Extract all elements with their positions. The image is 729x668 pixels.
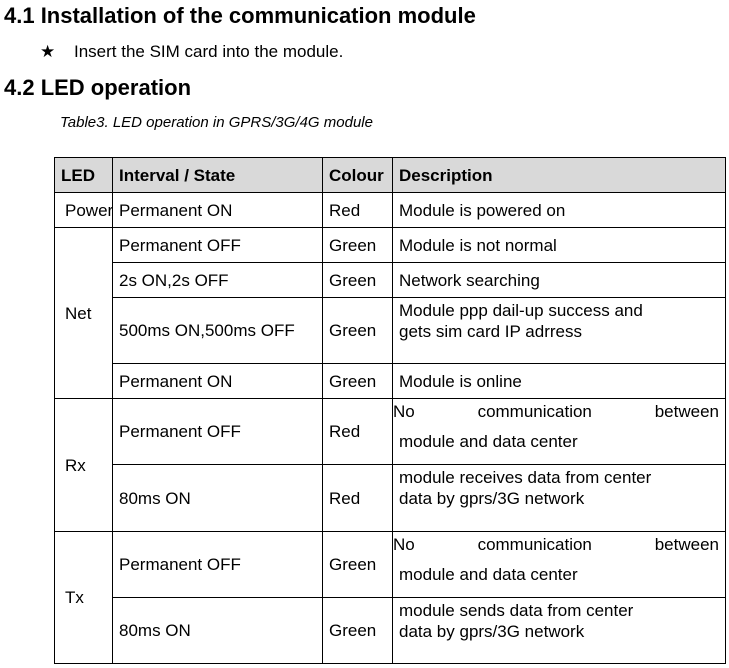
state-cell: 2s ON,2s OFF — [113, 263, 323, 298]
colour-cell: Green — [323, 228, 393, 263]
table-row — [55, 193, 726, 228]
description-line: data by gprs/3G network — [399, 489, 585, 508]
state-cell: Permanent OFF — [113, 532, 323, 598]
table-row — [55, 399, 726, 465]
description-cell — [393, 465, 726, 532]
colour-cell: Green — [323, 598, 393, 664]
section-4-1-heading: 4.1 Installation of the communication module — [4, 3, 476, 28]
bullet-item — [40, 42, 343, 62]
header-colour: Colour — [323, 158, 393, 193]
state-cell: Permanent ON — [113, 364, 323, 399]
description-cell: Module is powered on — [393, 193, 726, 228]
colour-cell: Green — [323, 263, 393, 298]
description-line: data by gprs/3G network — [399, 622, 585, 641]
description-line: No communication between — [393, 535, 719, 554]
colour-cell: Green — [323, 532, 393, 598]
led-cell: Power — [55, 193, 113, 228]
description-cell: Module is not normal — [393, 228, 726, 263]
state-cell: Permanent ON — [113, 193, 323, 228]
description-line: module and data center — [399, 565, 578, 584]
description-cell — [393, 598, 726, 664]
colour-cell: Green — [323, 298, 393, 364]
table-row — [55, 465, 726, 532]
description-cell — [393, 298, 726, 364]
description-cell — [393, 399, 726, 465]
header-description: Description — [393, 158, 726, 193]
header-led: LED — [55, 158, 113, 193]
table-row — [55, 228, 726, 263]
state-cell: Permanent OFF — [113, 228, 323, 263]
led-operation-table — [54, 157, 726, 664]
description-cell — [393, 532, 726, 598]
description-cell: Module is online — [393, 364, 726, 399]
section-4-2-heading: 4.2 LED operation — [4, 75, 192, 100]
colour-cell: Red — [323, 465, 393, 532]
table-row — [55, 263, 726, 298]
description-line: module receives data from center — [399, 468, 652, 487]
description-cell: Network searching — [393, 263, 726, 298]
led-cell: Rx — [55, 399, 113, 532]
table-header-row — [55, 158, 726, 193]
table-row — [55, 532, 726, 598]
description-line: gets sim card IP adrress — [399, 322, 582, 341]
colour-cell: Red — [323, 193, 393, 228]
table-caption: Table3. LED operation in GPRS/3G/4G module — [60, 114, 373, 131]
header-interval-state: Interval / State — [113, 158, 323, 193]
led-cell: Net — [55, 228, 113, 399]
table-row — [55, 598, 726, 664]
colour-cell: Green — [323, 364, 393, 399]
description-line: Module ppp dail-up success and — [399, 301, 643, 320]
bullet-text: Insert the SIM card into the module. — [74, 42, 344, 61]
star-bullet-icon: ★ — [40, 42, 56, 61]
description-line: module sends data from center — [399, 601, 634, 620]
description-line: module and data center — [399, 432, 578, 451]
state-cell: 80ms ON — [113, 598, 323, 664]
table-row — [55, 298, 726, 364]
description-line: No communication between — [393, 402, 719, 421]
table-row — [55, 364, 726, 399]
colour-cell: Red — [323, 399, 393, 465]
state-cell: 500ms ON,500ms OFF — [113, 298, 323, 364]
state-cell: Permanent OFF — [113, 399, 323, 465]
led-cell: Tx — [55, 532, 113, 664]
state-cell: 80ms ON — [113, 465, 323, 532]
